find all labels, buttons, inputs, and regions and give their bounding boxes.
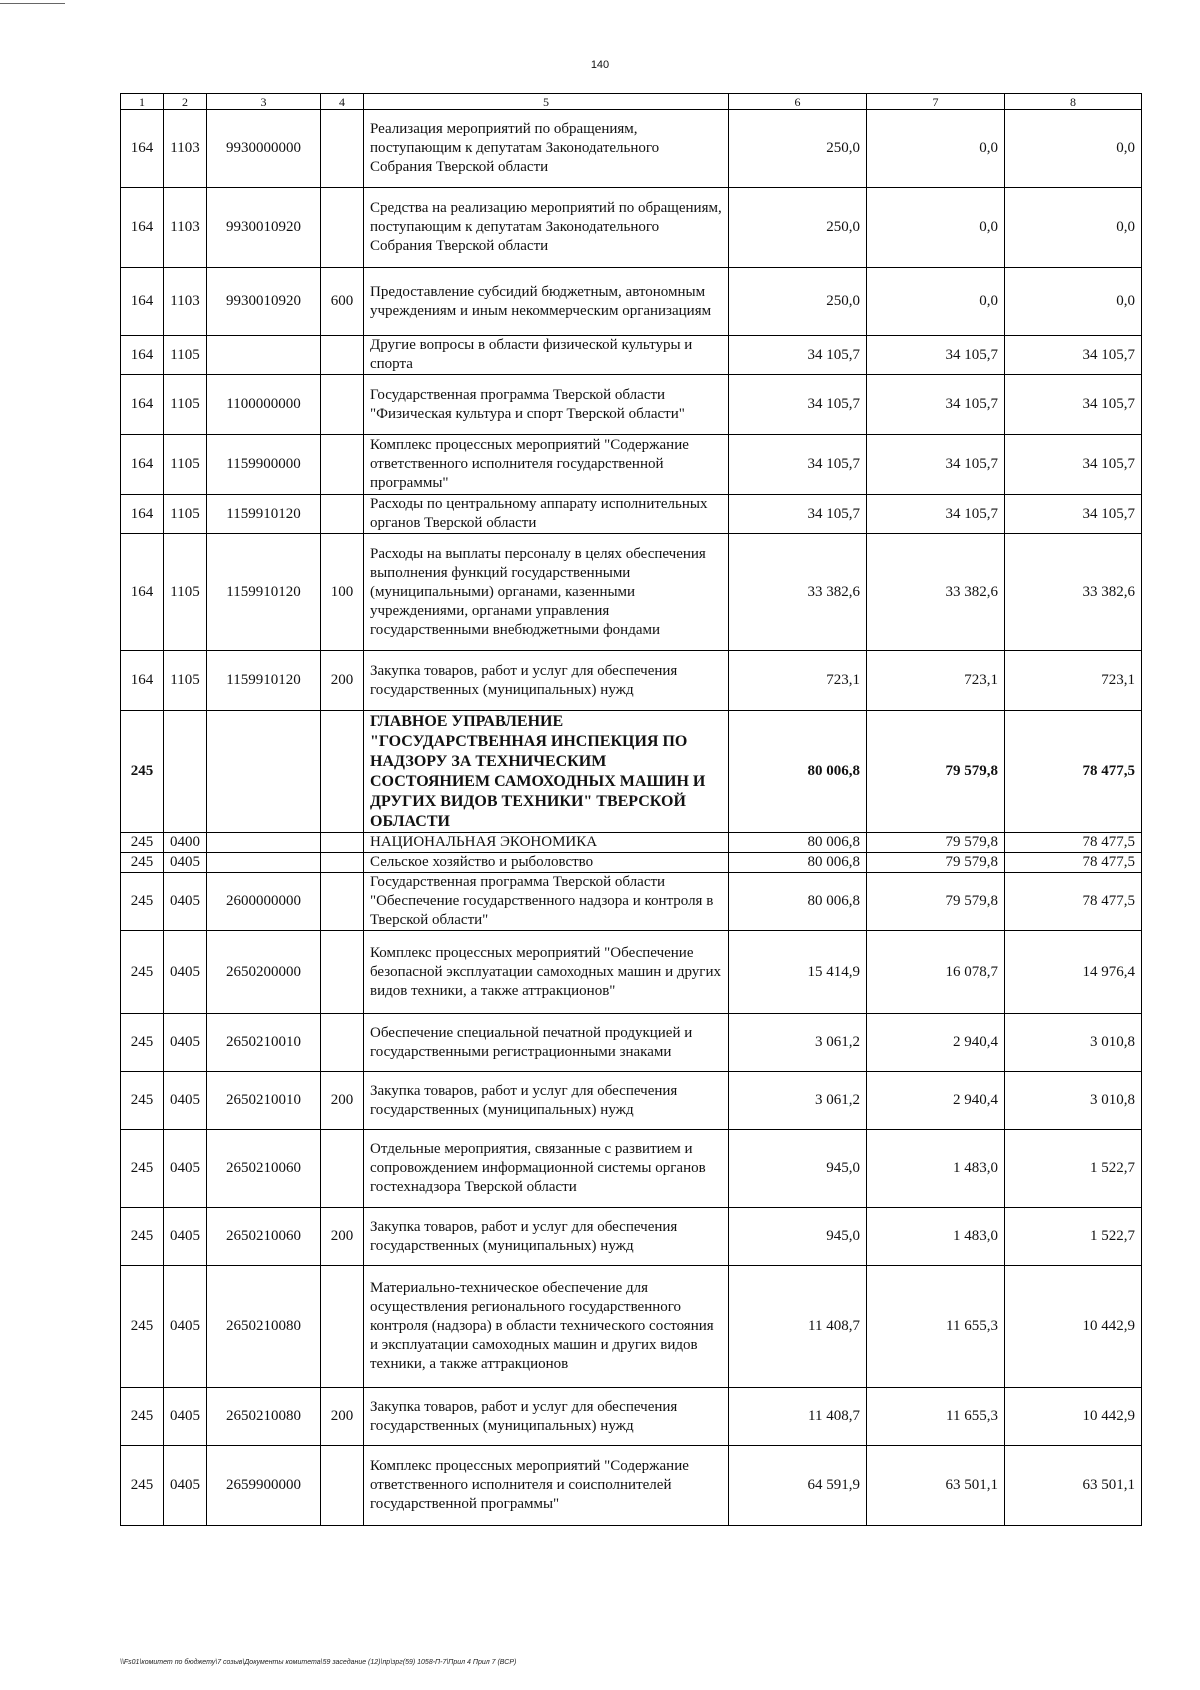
ministry-code-cell: 245 [121,1208,164,1266]
description-cell: Отдельные мероприятия, связанные с развитием и сопровождением информационной системы органов гостехнадзора Тверской области [364,1130,729,1208]
target-article-cell [207,853,321,873]
amount-year-1-cell: 80 006,8 [729,711,867,833]
column-header: 3 [207,94,321,110]
ministry-code-cell: 245 [121,873,164,931]
expense-type-cell: 200 [321,651,364,711]
expense-type-cell [321,1446,364,1526]
table-row [121,1446,1142,1526]
table-row [121,1014,1142,1072]
target-article-cell: 2650210060 [207,1130,321,1208]
amount-year-2-cell: 33 382,6 [867,534,1005,651]
ministry-code-cell: 245 [121,1014,164,1072]
section-code-cell: 0405 [164,873,207,931]
amount-year-1-cell: 945,0 [729,1130,867,1208]
section-code-cell: 1105 [164,375,207,435]
amount-year-2-cell: 79 579,8 [867,853,1005,873]
description-cell: Обеспечение специальной печатной продукцией и государственными регистрационными знаками [364,1014,729,1072]
section-code-cell: 0405 [164,1208,207,1266]
target-article-cell: 9930010920 [207,268,321,336]
description-cell: Расходы на выплаты персоналу в целях обеспечения выполнения функций государственными (муниципальными) органами, казенными учреждениями, органами управления государственными внебюджетными фондами [364,534,729,651]
target-article-cell: 1100000000 [207,375,321,435]
column-number-row [121,94,1142,110]
section-code-cell [164,711,207,833]
ministry-code-cell: 245 [121,1388,164,1446]
ministry-code-cell: 245 [121,711,164,833]
target-article-cell: 2600000000 [207,873,321,931]
description-cell: Другие вопросы в области физической культуры и спорта [364,336,729,375]
amount-year-3-cell: 34 105,7 [1005,495,1142,534]
expense-type-cell [321,853,364,873]
amount-year-1-cell: 3 061,2 [729,1072,867,1130]
section-code-cell: 0405 [164,1266,207,1388]
description-cell: Государственная программа Тверской области "Физическая культура и спорт Тверской области" [364,375,729,435]
amount-year-1-cell: 34 105,7 [729,336,867,375]
ministry-code-cell: 245 [121,833,164,853]
section-code-cell: 1105 [164,435,207,495]
section-code-cell: 0405 [164,1446,207,1526]
expense-type-cell [321,375,364,435]
ministry-code-cell: 164 [121,495,164,534]
amount-year-3-cell: 723,1 [1005,651,1142,711]
table-row [121,1208,1142,1266]
table-row [121,435,1142,495]
column-header: 6 [729,94,867,110]
description-cell: Закупка товаров, работ и услуг для обеспечения государственных (муниципальных) нужд [364,1072,729,1130]
description-cell: Закупка товаров, работ и услуг для обеспечения государственных (муниципальных) нужд [364,1388,729,1446]
section-code-cell: 1105 [164,336,207,375]
description-cell: Комплекс процессных мероприятий "Содержание ответственного исполнителя государственной программы" [364,435,729,495]
target-article-cell: 2650210080 [207,1266,321,1388]
amount-year-2-cell: 79 579,8 [867,873,1005,931]
column-header: 2 [164,94,207,110]
amount-year-3-cell: 1 522,7 [1005,1208,1142,1266]
ministry-code-cell: 164 [121,110,164,188]
amount-year-2-cell: 16 078,7 [867,931,1005,1014]
ministry-code-cell: 164 [121,534,164,651]
description-cell: Закупка товаров, работ и услуг для обеспечения государственных (муниципальных) нужд [364,651,729,711]
amount-year-2-cell: 79 579,8 [867,711,1005,833]
ministry-code-cell: 164 [121,268,164,336]
description-cell: Реализация мероприятий по обращениям, поступающим к депутатам Законодательного Собрания Тверской области [364,110,729,188]
section-code-cell: 0405 [164,1130,207,1208]
table-row [121,853,1142,873]
expense-type-cell [321,711,364,833]
target-article-cell [207,336,321,375]
amount-year-3-cell: 78 477,5 [1005,873,1142,931]
amount-year-3-cell: 34 105,7 [1005,336,1142,375]
amount-year-2-cell: 723,1 [867,651,1005,711]
amount-year-1-cell: 80 006,8 [729,853,867,873]
column-header: 5 [364,94,729,110]
amount-year-1-cell: 250,0 [729,188,867,268]
target-article-cell: 1159910120 [207,651,321,711]
description-cell: Государственная программа Тверской области "Обеспечение государственного надзора и контроля в Тверской области" [364,873,729,931]
expense-type-cell [321,1266,364,1388]
section-code-cell: 1103 [164,110,207,188]
amount-year-3-cell: 0,0 [1005,268,1142,336]
description-cell: Сельское хозяйство и рыболовство [364,853,729,873]
amount-year-2-cell: 2 940,4 [867,1072,1005,1130]
amount-year-1-cell: 34 105,7 [729,375,867,435]
column-header: 4 [321,94,364,110]
section-code-cell: 0405 [164,931,207,1014]
amount-year-2-cell: 0,0 [867,188,1005,268]
description-cell: Закупка товаров, работ и услуг для обеспечения государственных (муниципальных) нужд [364,1208,729,1266]
column-header: 8 [1005,94,1142,110]
file-path-footer: \\Fs01\комитет по бюджету\7 созыв\Документы комитета\59 заседание (12)\пр\зрг(59) 1058-П-7\Прил 4 Прил 7 (ВСР) [120,1659,517,1666]
budget-table [120,93,1142,1526]
amount-year-2-cell: 1 483,0 [867,1130,1005,1208]
target-article-cell: 2650210060 [207,1208,321,1266]
description-cell: Средства на реализацию мероприятий по обращениям, поступающим к депутатам Законодательного Собрания Тверской области [364,188,729,268]
amount-year-2-cell: 0,0 [867,268,1005,336]
description-cell: Расходы по центральному аппарату исполнительных органов Тверской области [364,495,729,534]
amount-year-3-cell: 10 442,9 [1005,1388,1142,1446]
amount-year-2-cell: 34 105,7 [867,435,1005,495]
ministry-code-cell: 245 [121,1266,164,1388]
amount-year-1-cell: 64 591,9 [729,1446,867,1526]
expense-type-cell [321,336,364,375]
description-cell: ГЛАВНОЕ УПРАВЛЕНИЕ "ГОСУДАРСТВЕННАЯ ИНСПЕКЦИЯ ПО НАДЗОРУ ЗА ТЕХНИЧЕСКИМ СОСТОЯНИЕМ САМОХОДНЫХ МАШИН И ДРУГИХ ВИДОВ ТЕХНИКИ" ТВЕРСКОЙ ОБЛАСТИ [364,711,729,833]
ministry-code-cell: 245 [121,1446,164,1526]
description-cell: Комплекс процессных мероприятий "Обеспечение безопасной эксплуатации самоходных машин и других видов техники, а также аттракционов" [364,931,729,1014]
target-article-cell: 2650210010 [207,1014,321,1072]
table-row [121,1266,1142,1388]
expense-type-cell: 200 [321,1208,364,1266]
section-code-cell: 1103 [164,188,207,268]
amount-year-3-cell: 0,0 [1005,110,1142,188]
target-article-cell: 2659900000 [207,1446,321,1526]
ministry-code-cell: 245 [121,1130,164,1208]
table-row [121,833,1142,853]
column-header: 7 [867,94,1005,110]
amount-year-3-cell: 0,0 [1005,188,1142,268]
expense-type-cell [321,110,364,188]
amount-year-3-cell: 63 501,1 [1005,1446,1142,1526]
target-article-cell: 2650210010 [207,1072,321,1130]
ministry-code-cell: 164 [121,651,164,711]
target-article-cell: 2650210080 [207,1388,321,1446]
amount-year-3-cell: 14 976,4 [1005,931,1142,1014]
amount-year-1-cell: 250,0 [729,268,867,336]
amount-year-3-cell: 1 522,7 [1005,1130,1142,1208]
amount-year-2-cell: 63 501,1 [867,1446,1005,1526]
table-row [121,534,1142,651]
target-article-cell: 2650200000 [207,931,321,1014]
table-row [121,336,1142,375]
ministry-code-cell: 245 [121,1072,164,1130]
table-row [121,931,1142,1014]
amount-year-2-cell: 0,0 [867,110,1005,188]
amount-year-2-cell: 2 940,4 [867,1014,1005,1072]
amount-year-1-cell: 80 006,8 [729,833,867,853]
amount-year-1-cell: 80 006,8 [729,873,867,931]
amount-year-1-cell: 3 061,2 [729,1014,867,1072]
target-article-cell: 9930010920 [207,188,321,268]
target-article-cell [207,833,321,853]
description-cell: Комплекс процессных мероприятий "Содержание ответственного исполнителя и соисполнителей государственной программы" [364,1446,729,1526]
amount-year-2-cell: 11 655,3 [867,1388,1005,1446]
amount-year-1-cell: 33 382,6 [729,534,867,651]
amount-year-3-cell: 33 382,6 [1005,534,1142,651]
target-article-cell [207,711,321,833]
amount-year-2-cell: 1 483,0 [867,1208,1005,1266]
section-code-cell: 0405 [164,1014,207,1072]
table-row [121,495,1142,534]
table-row [121,375,1142,435]
amount-year-3-cell: 78 477,5 [1005,833,1142,853]
ministry-code-cell: 245 [121,931,164,1014]
column-header: 1 [121,94,164,110]
amount-year-2-cell: 34 105,7 [867,495,1005,534]
table-row [121,268,1142,336]
table-row [121,188,1142,268]
table-row [121,110,1142,188]
expense-type-cell [321,435,364,495]
amount-year-1-cell: 723,1 [729,651,867,711]
amount-year-3-cell: 78 477,5 [1005,711,1142,833]
expense-type-cell [321,873,364,931]
table-row [121,711,1142,833]
amount-year-2-cell: 34 105,7 [867,375,1005,435]
ministry-code-cell: 164 [121,435,164,495]
ministry-code-cell: 164 [121,375,164,435]
amount-year-3-cell: 3 010,8 [1005,1014,1142,1072]
scan-artifact-line [0,3,65,4]
amount-year-1-cell: 11 408,7 [729,1266,867,1388]
expense-type-cell: 200 [321,1388,364,1446]
table-row [121,1130,1142,1208]
ministry-code-cell: 164 [121,336,164,375]
section-code-cell: 0405 [164,1072,207,1130]
table-row [121,873,1142,931]
target-article-cell: 9930000000 [207,110,321,188]
table-row [121,651,1142,711]
section-code-cell: 1105 [164,534,207,651]
amount-year-2-cell: 34 105,7 [867,336,1005,375]
expense-type-cell: 200 [321,1072,364,1130]
section-code-cell: 0400 [164,833,207,853]
target-article-cell: 1159900000 [207,435,321,495]
amount-year-3-cell: 34 105,7 [1005,375,1142,435]
expense-type-cell: 600 [321,268,364,336]
description-cell: НАЦИОНАЛЬНАЯ ЭКОНОМИКА [364,833,729,853]
amount-year-1-cell: 34 105,7 [729,435,867,495]
amount-year-2-cell: 79 579,8 [867,833,1005,853]
expense-type-cell [321,495,364,534]
amount-year-1-cell: 11 408,7 [729,1388,867,1446]
expense-type-cell [321,188,364,268]
description-cell: Материально-техническое обеспечение для осуществления регионального государственного контроля (надзора) в области технического состояния и эксплуатации самоходных машин и других видов техники, а также аттракционов [364,1266,729,1388]
section-code-cell: 1105 [164,651,207,711]
amount-year-1-cell: 34 105,7 [729,495,867,534]
amount-year-1-cell: 250,0 [729,110,867,188]
ministry-code-cell: 245 [121,853,164,873]
table-row [121,1072,1142,1130]
target-article-cell: 1159910120 [207,534,321,651]
expense-type-cell [321,931,364,1014]
amount-year-3-cell: 78 477,5 [1005,853,1142,873]
target-article-cell: 1159910120 [207,495,321,534]
table-row [121,1388,1142,1446]
section-code-cell: 1103 [164,268,207,336]
expense-type-cell: 100 [321,534,364,651]
section-code-cell: 0405 [164,853,207,873]
expense-type-cell [321,1130,364,1208]
ministry-code-cell: 164 [121,188,164,268]
amount-year-1-cell: 15 414,9 [729,931,867,1014]
amount-year-3-cell: 10 442,9 [1005,1266,1142,1388]
amount-year-3-cell: 34 105,7 [1005,435,1142,495]
page-number: 140 [590,59,610,71]
amount-year-3-cell: 3 010,8 [1005,1072,1142,1130]
expense-type-cell [321,1014,364,1072]
section-code-cell: 0405 [164,1388,207,1446]
expense-type-cell [321,833,364,853]
amount-year-2-cell: 11 655,3 [867,1266,1005,1388]
description-cell: Предоставление субсидий бюджетным, автономным учреждениям и иным некоммерческим организациям [364,268,729,336]
amount-year-1-cell: 945,0 [729,1208,867,1266]
section-code-cell: 1105 [164,495,207,534]
